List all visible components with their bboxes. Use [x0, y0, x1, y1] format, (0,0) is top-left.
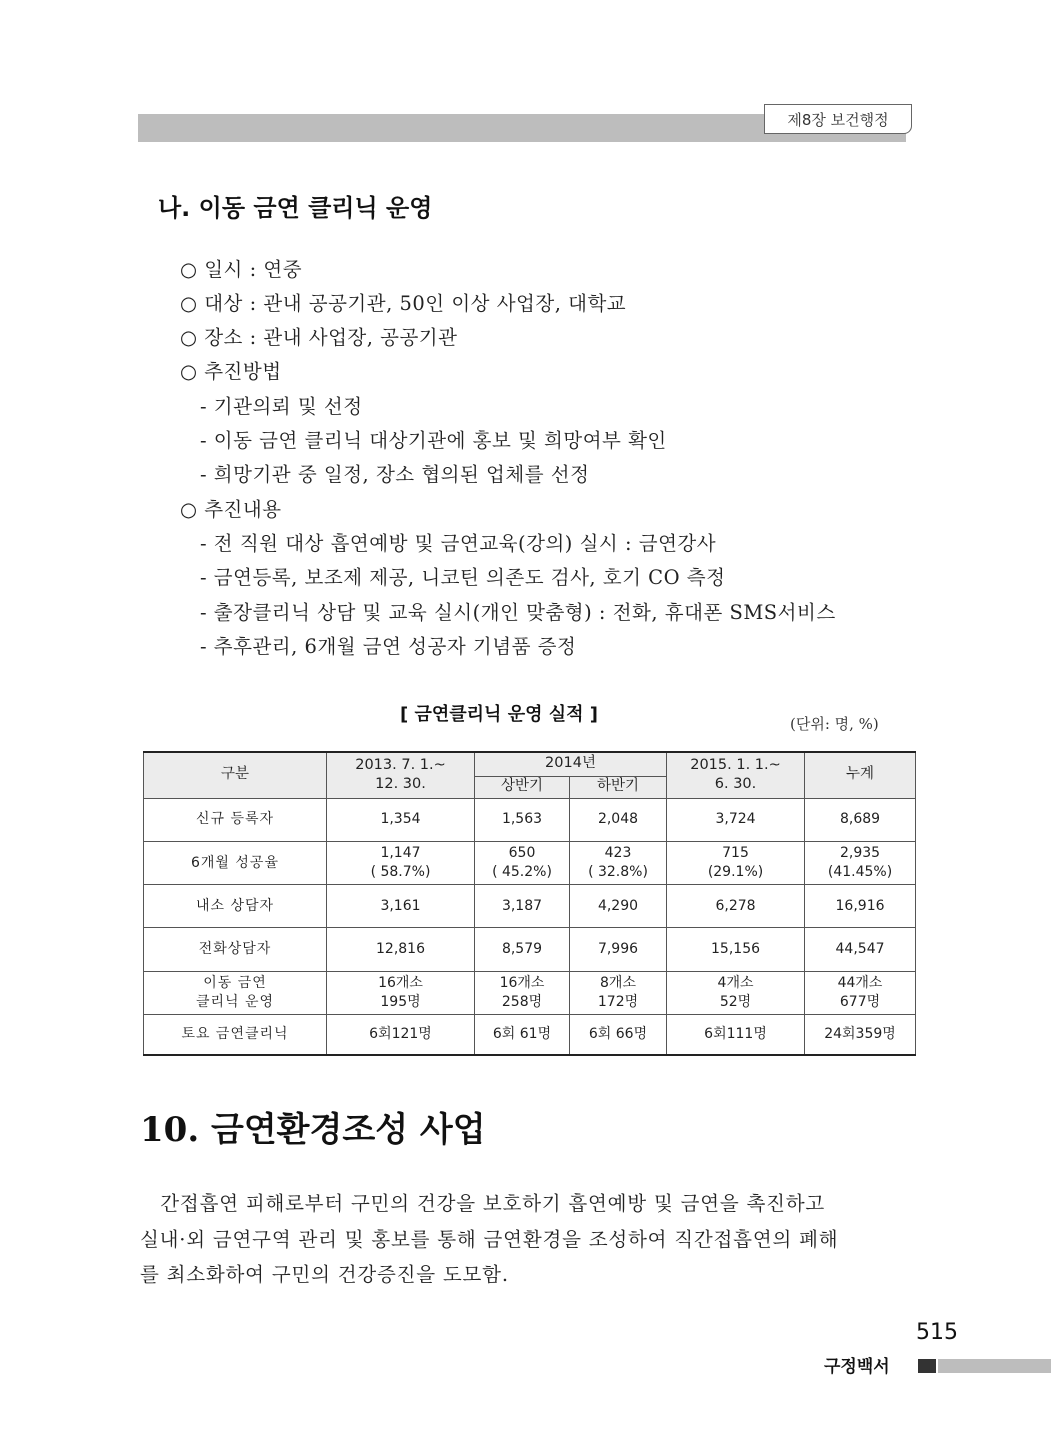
table-row	[144, 1015, 916, 1055]
row-label-line: 클리닉 운영	[195, 993, 275, 1010]
cell-value: 8,689	[839, 811, 881, 828]
table-cell	[327, 1015, 475, 1055]
footer-label: 구정백서	[824, 1357, 890, 1377]
bullet-line: ○ 추진방법	[180, 360, 282, 383]
table-cell	[667, 798, 805, 841]
performance-table	[143, 751, 916, 1056]
cell-value: 6회 61명	[492, 1026, 552, 1043]
table-unit: (단위: 명, %)	[790, 715, 879, 733]
cell-value: 6회121명	[369, 1026, 432, 1043]
cell-value: 8개소	[600, 975, 636, 992]
table-cell	[327, 885, 475, 928]
table-body	[144, 798, 916, 1055]
col-header-period-2013	[327, 752, 475, 798]
cell-value: 1,563	[501, 811, 543, 828]
table-cell	[667, 841, 805, 884]
row-label: 신규 등록자	[144, 798, 327, 841]
dash-line: - 전 직원 대상 흡연예방 및 금연교육(강의) 실시 : 금연강사	[200, 532, 717, 555]
cell-value: 6,278	[715, 897, 756, 914]
cell-value: 3,724	[715, 811, 756, 828]
cell-value: 4개소	[717, 975, 754, 992]
table-cell	[570, 928, 667, 971]
table-cell	[805, 1015, 916, 1055]
row-label	[144, 971, 327, 1014]
row-label: 내소 상담자	[144, 885, 327, 928]
table-cell	[805, 928, 916, 971]
header-line: 12. 30.	[375, 776, 426, 793]
cell-value: 1,147	[380, 845, 421, 862]
cell-value: 715	[722, 845, 749, 862]
cell-value: 3,187	[501, 897, 543, 914]
cell-value: 6회 66명	[588, 1026, 648, 1043]
header-line: 2013. 7. 1.~	[355, 756, 446, 773]
table-cell	[475, 841, 570, 884]
table-cell	[667, 971, 805, 1014]
dash-line: - 이동 금연 클리닉 대상기관에 홍보 및 희망여부 확인	[200, 429, 667, 452]
table-cell	[667, 885, 805, 928]
table-cell	[475, 798, 570, 841]
table-cell	[805, 885, 916, 928]
table-row	[144, 971, 916, 1014]
page-number: 515	[916, 1320, 958, 1345]
cell-value: ( 58.7%)	[370, 863, 431, 880]
paragraph-line: 간접흡연 피해로부터 구민의 건강을 보호하기 흡연예방 및 금연을 촉진하고	[140, 1192, 826, 1215]
table-title: [ 금연클리닉 운영 실적 ]	[400, 704, 599, 725]
table-cell	[570, 1015, 667, 1055]
cell-value: 6회111명	[704, 1026, 767, 1043]
table-row	[144, 798, 916, 841]
header-line: 6. 30.	[714, 776, 757, 793]
bullet-line: ○ 장소 : 관내 사업장, 공공기관	[180, 326, 458, 349]
cell-value: 24회359명	[824, 1026, 896, 1043]
table-cell	[327, 841, 475, 884]
chapter-tab: 제8장 보건행정	[764, 104, 912, 134]
cell-value: 2,935	[839, 845, 881, 862]
paragraph-line: 실내·외 금연구역 관리 및 홍보를 통해 금연환경을 조성하여 직간접흡연의 폐해	[140, 1228, 839, 1251]
footer-bar	[938, 1359, 1051, 1373]
col-header-period-2015	[667, 752, 805, 798]
bullet-line: ○ 일시 : 연중	[180, 258, 303, 281]
dash-line: - 희망기관 중 일정, 장소 협의된 업체를 선정	[200, 463, 590, 486]
cell-value: 16개소	[378, 975, 423, 992]
bullet-line: ○ 대상 : 관내 공공기관, 50인 이상 사업장, 대학교	[180, 292, 627, 315]
cell-value: 15,156	[711, 941, 761, 958]
dash-line: - 추후관리, 6개월 금연 성공자 기념품 증정	[200, 635, 577, 658]
dash-line: - 출장클리닉 상담 및 교육 실시(개인 맞춤형) : 전화, 휴대폰 SMS서비스	[200, 601, 836, 624]
table-cell	[327, 971, 475, 1014]
cell-value: (41.45%)	[827, 863, 893, 880]
table-cell	[475, 1015, 570, 1055]
header-line: 2015. 1. 1.~	[690, 756, 781, 773]
cell-value: ( 45.2%)	[492, 863, 552, 880]
cell-value: ( 32.8%)	[588, 863, 648, 880]
cell-value: 2,048	[597, 811, 639, 828]
table-cell	[327, 928, 475, 971]
table-row	[144, 885, 916, 928]
row-label: 토요 금연클리닉	[144, 1015, 327, 1055]
table-cell	[570, 841, 667, 884]
col-header-category: 구분	[144, 752, 327, 798]
table-row	[144, 841, 916, 884]
cell-value: 16,916	[835, 897, 885, 914]
bullet-line: ○ 추진내용	[180, 498, 282, 521]
footer-block	[918, 1359, 936, 1373]
cell-value: 650	[508, 845, 536, 862]
cell-value: 3,161	[380, 897, 421, 914]
table-cell	[805, 798, 916, 841]
cell-value: 44개소	[837, 975, 883, 992]
col-header-total: 누계	[805, 752, 916, 798]
cell-value: 8,579	[501, 941, 543, 958]
paragraph-line: 를 최소화하여 구민의 건강증진을 도모함.	[140, 1263, 509, 1286]
table-cell	[570, 971, 667, 1014]
table-cell	[667, 1015, 805, 1055]
cell-value: 52명	[719, 993, 752, 1010]
cell-value: 172명	[597, 993, 639, 1010]
table-cell	[805, 841, 916, 884]
cell-value: 258명	[501, 993, 543, 1010]
cell-value: 4,290	[597, 897, 639, 914]
dash-line: - 기관의뢰 및 선정	[200, 395, 363, 418]
cell-value: 195명	[380, 993, 421, 1010]
col-header-first-half: 상반기	[475, 776, 570, 798]
row-label: 6개월 성공율	[144, 841, 327, 884]
cell-value: 1,354	[380, 811, 421, 828]
cell-value: 44,547	[835, 941, 885, 958]
cell-value: 677명	[839, 993, 881, 1010]
table-row	[144, 928, 916, 971]
section-title: 나. 이동 금연 클리닉 운영	[158, 194, 433, 222]
col-header-second-half: 하반기	[570, 776, 667, 798]
cell-value: 7,996	[597, 941, 639, 958]
cell-value: (29.1%)	[707, 863, 764, 880]
table-cell	[570, 885, 667, 928]
table-cell	[327, 798, 475, 841]
cell-value: 423	[604, 845, 632, 862]
table-cell	[475, 885, 570, 928]
table-cell	[475, 928, 570, 971]
table-cell	[805, 971, 916, 1014]
col-header-2014: 2014년	[475, 752, 667, 776]
table-cell	[667, 928, 805, 971]
table-cell	[570, 798, 667, 841]
table-cell	[475, 971, 570, 1014]
section10-title: 10. 금연환경조성 사업	[140, 1110, 486, 1150]
row-label: 전화상담자	[144, 928, 327, 971]
cell-value: 12,816	[376, 941, 425, 958]
dash-line: - 금연등록, 보조제 제공, 니코틴 의존도 검사, 호기 CO 측정	[200, 566, 726, 589]
cell-value: 16개소	[499, 975, 545, 992]
row-label-line: 이동 금연	[203, 975, 267, 992]
